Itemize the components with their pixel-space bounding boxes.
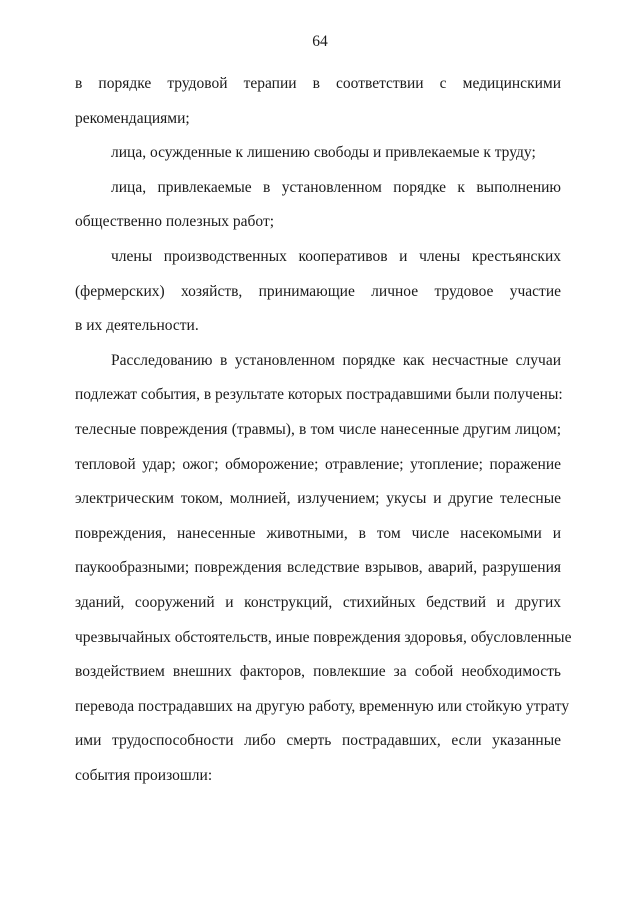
text-line: паукообразными; повреждения вследствие взрывов, аварий, разрушения: [75, 559, 561, 577]
page-number: 64: [312, 33, 328, 50]
text-line: в их деятельности.: [75, 317, 199, 335]
text-line: электрическим током, молнией, излучением; укусы и другие телесные: [75, 490, 561, 508]
text-line: события произошли:: [75, 766, 213, 784]
text-line: рекомендациями;: [75, 109, 190, 127]
text-line: в порядке трудовой терапии в соответствии с медицинскими: [75, 75, 561, 92]
text-line: воздействием внешних факторов, повлекшие за собой необходимость: [75, 663, 561, 681]
text-line: общественно полезных работ;: [75, 213, 275, 231]
text-line: лица, осужденные к лишению свободы и привлекаемые к труду;: [111, 144, 536, 162]
text-line: члены производственных кооперативов и члены крестьянских: [111, 247, 561, 265]
text-line: подлежат события, в результате которых пострадавшими были получены:: [75, 386, 563, 404]
text-line: лица, привлекаемые в установленном порядке к выполнению: [111, 178, 561, 196]
text-line: Расследованию в установленном порядке как несчастные случаи: [111, 351, 561, 369]
text-line: зданий, сооружений и конструкций, стихийных бедствий и других: [75, 593, 561, 611]
text-line: ими трудоспособности либо смерть пострадавших, если указанные: [75, 732, 561, 750]
text-line: тепловой удар; ожог; обморожение; отравление; утопление; поражение: [75, 455, 561, 473]
text-line: перевода пострадавших на другую работу, временную или стойкую утрату: [75, 697, 570, 715]
text-line: чрезвычайных обстоятельств, иные повреждения здоровья, обусловленные: [75, 628, 572, 646]
text-line: (фермерских) хозяйств, принимающие личное трудовое участие: [75, 282, 561, 300]
text-line: повреждения, нанесенные животными, в том числе насекомыми и: [75, 524, 561, 542]
document-body: [75, 74, 572, 800]
text-line: телесные повреждения (травмы), в том числе нанесенные другим лицом;: [75, 420, 561, 438]
